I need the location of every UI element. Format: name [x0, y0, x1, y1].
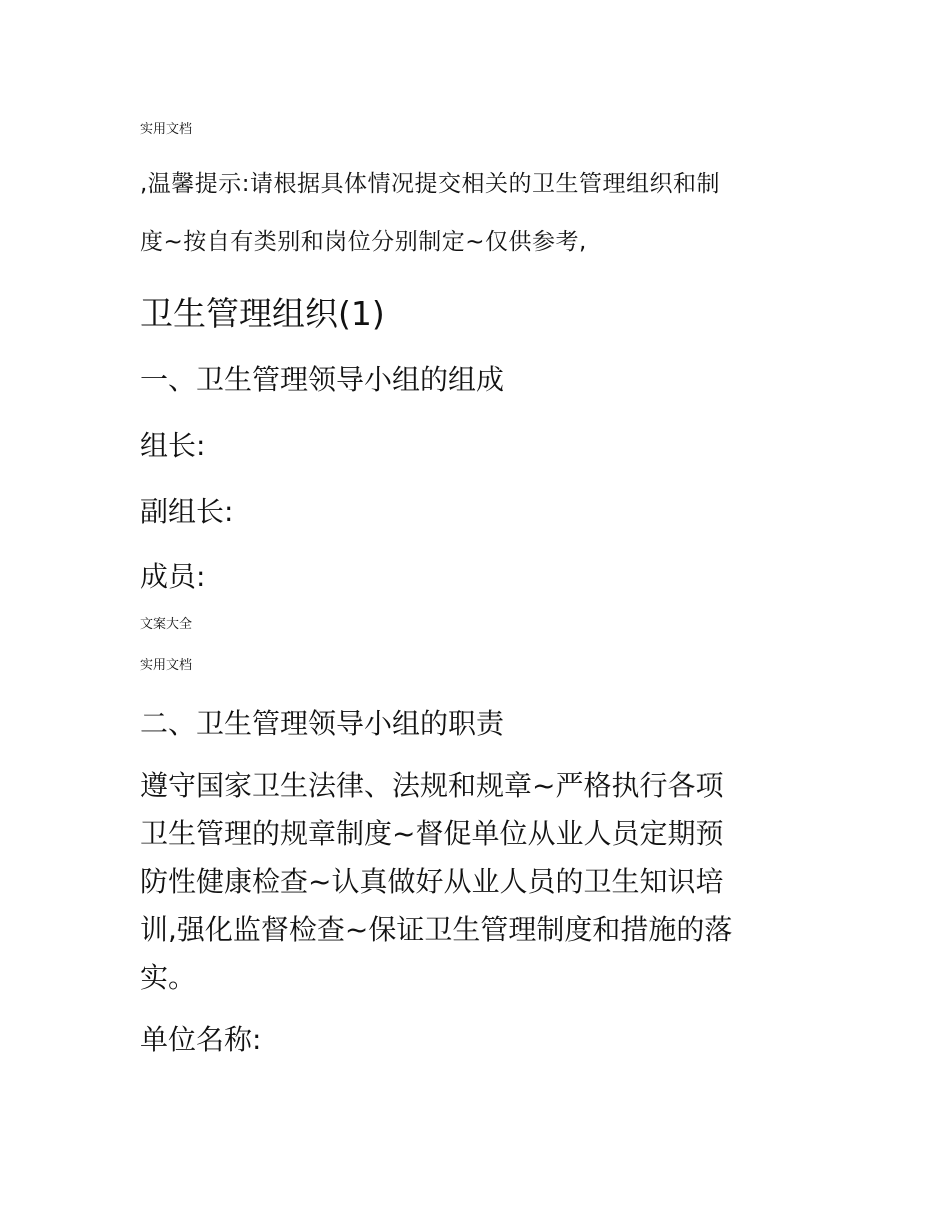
- duties-line: 遵守国家卫生法律、法规和规章~严格执行各项: [140, 769, 724, 802]
- leader-label: 组长:: [140, 429, 206, 462]
- unit-name-label: 单位名称:: [140, 1023, 262, 1056]
- duties-line: 训,强化监督检查~保证卫生管理制度和措施的落: [140, 913, 733, 946]
- members-label: 成员:: [140, 560, 206, 593]
- duties-line: 实。: [140, 961, 197, 994]
- notice-line-2: 度~按自有类别和岗位分别制定~仅供参考,: [140, 229, 587, 255]
- duties-line: 卫生管理的规章制度~督促单位从业人员定期预: [140, 817, 724, 850]
- page-footer: 文案大全: [140, 617, 193, 632]
- duties-paragraph: [140, 762, 820, 1002]
- page-header-2: 实用文档: [140, 658, 193, 673]
- document-title: 卫生管理组织(1): [140, 294, 385, 333]
- duties-line: 防性健康检查~认真做好从业人员的卫生知识培: [140, 865, 724, 898]
- section-2-heading: 二、卫生管理领导小组的职责: [140, 707, 505, 740]
- deputy-leader-label: 副组长:: [140, 495, 234, 528]
- section-1-heading: 一、卫生管理领导小组的组成: [140, 363, 505, 396]
- notice-line-1: ,温馨提示:请根据具体情况提交相关的卫生管理组织和制: [140, 171, 721, 197]
- page-header: 实用文档: [140, 122, 193, 137]
